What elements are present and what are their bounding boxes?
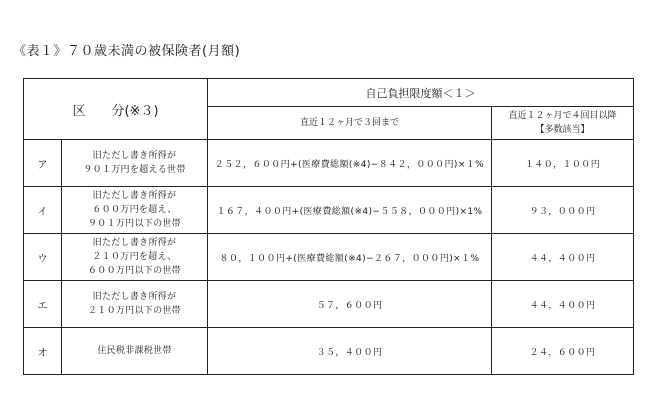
income-cell [62, 140, 208, 187]
income-cell [62, 234, 208, 281]
limit-up-to-3: ２５２，６００円+(医療費総額(※4)−８４２，０００円)×１% [208, 140, 492, 187]
row-letter: イ [24, 187, 62, 234]
limit-from-4th: １４０，１００円 [492, 140, 634, 187]
table-row [24, 281, 634, 328]
table-row [24, 140, 634, 187]
income-line: 旧ただし書き所得が [92, 292, 177, 302]
limit-up-to-3: ５７，６００円 [208, 281, 492, 328]
col-header-from-4th-note: 【多数該当】 [535, 125, 590, 136]
limit-up-to-3: １６７，４００円+(医療費総額(※4)−５５８，０００円)×1% [208, 187, 492, 234]
income-line: ９０１万円以下の世帯 [87, 219, 181, 229]
kubun-header [24, 79, 208, 140]
income-line: ２１０万円以下の世帯 [87, 306, 181, 316]
copay-limit-table [23, 78, 634, 375]
income-line: ６００万円を超え、 [92, 205, 177, 215]
limit-from-4th: ９３，０００円 [492, 187, 634, 234]
limit-from-4th: ４４，４００円 [492, 234, 634, 281]
kubun-header-sub: 分(※３) [111, 103, 159, 119]
row-letter: ウ [24, 234, 62, 281]
table-row [24, 328, 634, 375]
col-header-from-4th [492, 107, 634, 140]
limit-up-to-3: ８０，１００円+(医療費総額(※4)−２６７，０００円)×１% [208, 234, 492, 281]
income-cell [62, 187, 208, 234]
income-cell [62, 328, 208, 375]
col-header-from-4th-label: 直近１２ヶ月で４回目以降 [508, 111, 617, 122]
income-line: ６００万円以下の世帯 [87, 266, 181, 276]
limit-from-4th: ２４，６００円 [492, 328, 634, 375]
limit-from-4th: ４４，４００円 [492, 281, 634, 328]
kubun-header-main: 区 [72, 103, 112, 119]
income-line: 旧ただし書き所得が [92, 238, 177, 248]
income-line: 旧ただし書き所得が [92, 191, 177, 201]
row-letter: エ [24, 281, 62, 328]
col-header-up-to-3: 直近１２ヶ月で３回まで [208, 107, 492, 140]
row-letter: ア [24, 140, 62, 187]
income-line: 旧ただし書き所得が [92, 151, 177, 161]
table-row [24, 187, 634, 234]
income-line: ２１０万円を超え、 [92, 252, 177, 262]
income-line: 住民税非課税世帯 [97, 346, 172, 356]
limit-up-to-3: ３５，４００円 [208, 328, 492, 375]
table-row [24, 234, 634, 281]
income-line: ９０１万円を超える世帯 [83, 165, 186, 175]
limit-header: 自己負担限度額＜１＞ [208, 79, 634, 107]
income-cell [62, 281, 208, 328]
row-letter: オ [24, 328, 62, 375]
table-caption: 《表１》７０歳未満の被保険者(月額) [13, 44, 241, 59]
